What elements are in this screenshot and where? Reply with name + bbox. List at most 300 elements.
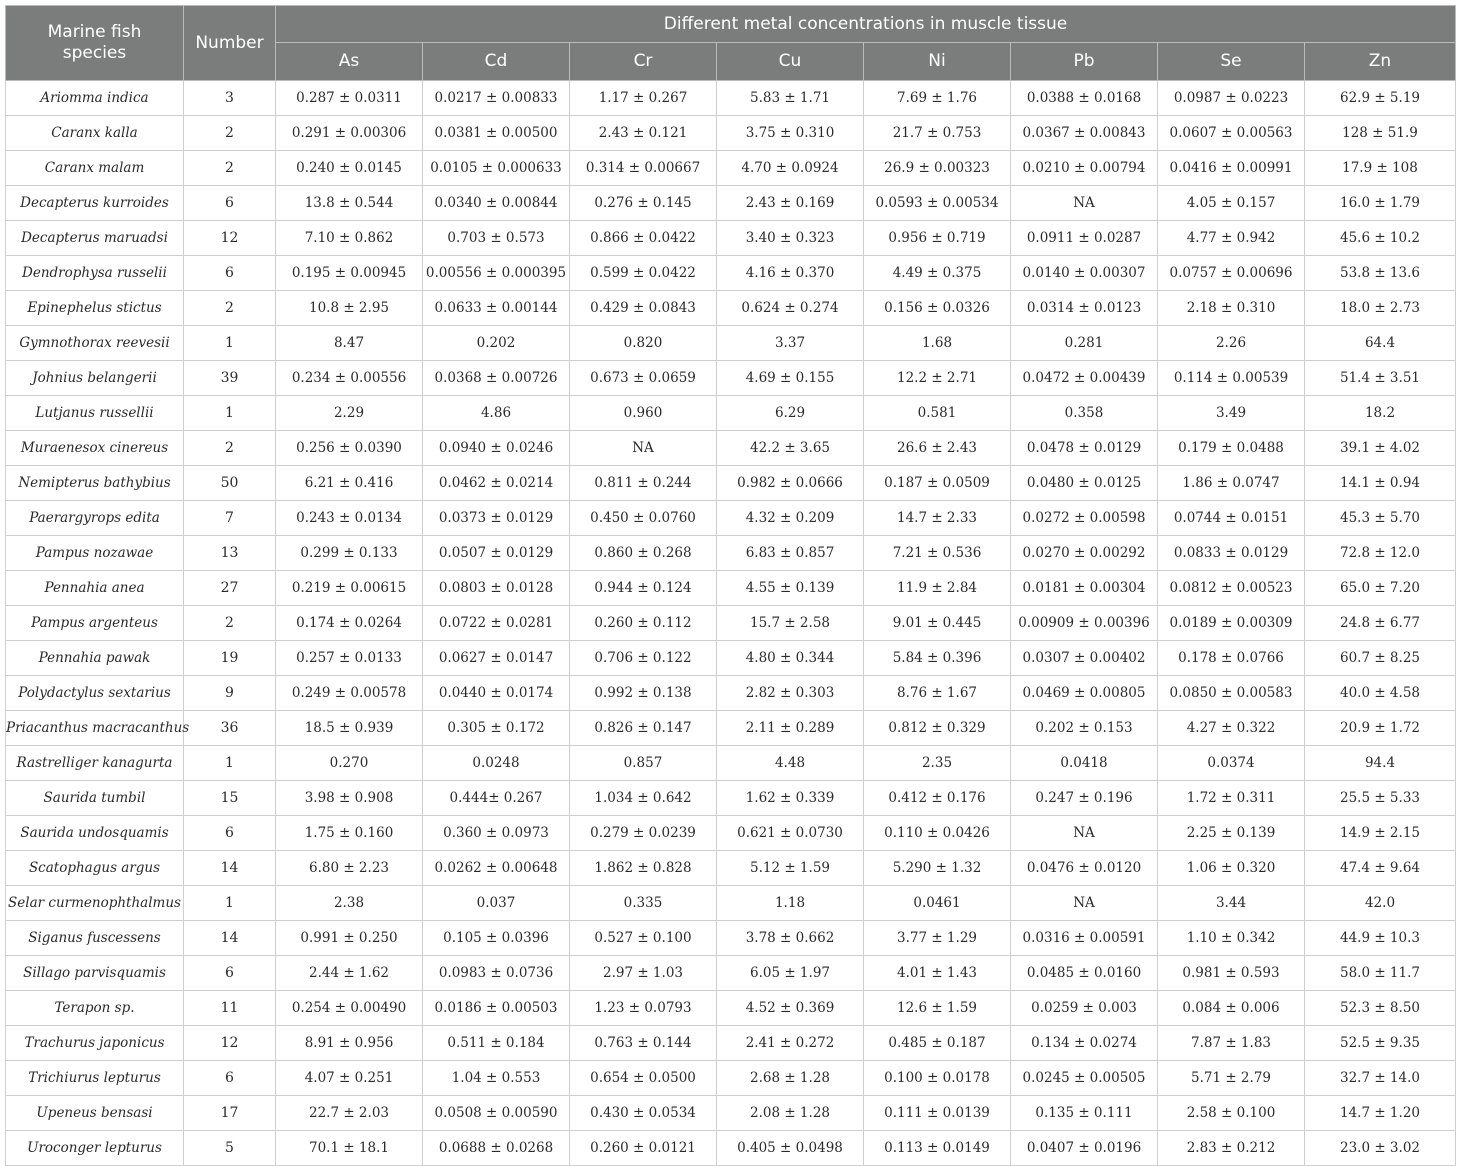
value-cell-cr: 1.17 ± 0.267: [570, 81, 717, 116]
value-cell-se: 0.0833 ± 0.0129: [1158, 536, 1305, 571]
table-row: [6, 781, 1456, 816]
value-cell-se: 0.0607 ± 0.00563: [1158, 116, 1305, 151]
value-cell-cd: 0.305 ± 0.172: [423, 711, 570, 746]
species-column-header: [6, 6, 184, 81]
value-cell-cu: 4.52 ± 0.369: [717, 991, 864, 1026]
table-row: [6, 431, 1456, 466]
number-cell: 12: [184, 1026, 276, 1061]
table-row: [6, 1096, 1456, 1131]
value-cell-ni: 4.49 ± 0.375: [864, 256, 1011, 291]
number-cell: 6: [184, 956, 276, 991]
metal-header-cd: Cd: [423, 43, 570, 81]
value-cell-se: 0.0757 ± 0.00696: [1158, 256, 1305, 291]
value-cell-zn: 25.5 ± 5.33: [1305, 781, 1456, 816]
value-cell-pb: 0.281: [1011, 326, 1158, 361]
value-cell-se: 4.77 ± 0.942: [1158, 221, 1305, 256]
value-cell-cu: 4.69 ± 0.155: [717, 361, 864, 396]
value-cell-cd: 0.0508 ± 0.00590: [423, 1096, 570, 1131]
number-cell: 1: [184, 396, 276, 431]
value-cell-ni: 4.01 ± 1.43: [864, 956, 1011, 991]
value-cell-as: 3.98 ± 0.908: [276, 781, 423, 816]
number-cell: 2: [184, 291, 276, 326]
metal-group-header: Different metal concentrations in muscle tissue: [276, 6, 1456, 43]
value-cell-as: 6.21 ± 0.416: [276, 466, 423, 501]
value-cell-ni: 0.156 ± 0.0326: [864, 291, 1011, 326]
value-cell-pb: 0.0245 ± 0.00505: [1011, 1061, 1158, 1096]
value-cell-cr: 0.866 ± 0.0422: [570, 221, 717, 256]
value-cell-se: 0.981 ± 0.593: [1158, 956, 1305, 991]
table-row: [6, 921, 1456, 956]
value-cell-pb: 0.135 ± 0.111: [1011, 1096, 1158, 1131]
value-cell-zn: 44.9 ± 10.3: [1305, 921, 1456, 956]
table-row: [6, 606, 1456, 641]
number-cell: 2: [184, 606, 276, 641]
value-cell-pb: 0.247 ± 0.196: [1011, 781, 1158, 816]
number-cell: 15: [184, 781, 276, 816]
species-cell: Trachurus japonicus: [6, 1026, 184, 1061]
species-cell: Johnius belangerii: [6, 361, 184, 396]
value-cell-zn: 20.9 ± 1.72: [1305, 711, 1456, 746]
value-cell-pb: NA: [1011, 816, 1158, 851]
value-cell-cr: 0.706 ± 0.122: [570, 641, 717, 676]
species-cell: Caranx kalla: [6, 116, 184, 151]
value-cell-cu: 4.48: [717, 746, 864, 781]
value-cell-cr: 0.314 ± 0.00667: [570, 151, 717, 186]
value-cell-cr: 0.260 ± 0.0121: [570, 1131, 717, 1166]
value-cell-as: 22.7 ± 2.03: [276, 1096, 423, 1131]
value-cell-zn: 52.5 ± 9.35: [1305, 1026, 1456, 1061]
value-cell-zn: 14.1 ± 0.94: [1305, 466, 1456, 501]
value-cell-cd: 0.0803 ± 0.0128: [423, 571, 570, 606]
species-cell: Epinephelus stictus: [6, 291, 184, 326]
value-cell-cr: 0.279 ± 0.0239: [570, 816, 717, 851]
value-cell-cd: 0.0186 ± 0.00503: [423, 991, 570, 1026]
metal-header-ni: Ni: [864, 43, 1011, 81]
species-cell: Trichiurus lepturus: [6, 1061, 184, 1096]
value-cell-se: 4.27 ± 0.322: [1158, 711, 1305, 746]
value-cell-ni: 1.68: [864, 326, 1011, 361]
value-cell-ni: 2.35: [864, 746, 1011, 781]
value-cell-pb: 0.0418: [1011, 746, 1158, 781]
value-cell-ni: 11.9 ± 2.84: [864, 571, 1011, 606]
table-row: [6, 1061, 1456, 1096]
value-cell-zn: 51.4 ± 3.51: [1305, 361, 1456, 396]
value-cell-ni: 0.956 ± 0.719: [864, 221, 1011, 256]
value-cell-as: 8.91 ± 0.956: [276, 1026, 423, 1061]
value-cell-cd: 0.0368 ± 0.00726: [423, 361, 570, 396]
value-cell-cu: 3.75 ± 0.310: [717, 116, 864, 151]
value-cell-cr: 2.97 ± 1.03: [570, 956, 717, 991]
value-cell-as: 0.257 ± 0.0133: [276, 641, 423, 676]
value-cell-as: 0.240 ± 0.0145: [276, 151, 423, 186]
value-cell-pb: 0.0478 ± 0.0129: [1011, 431, 1158, 466]
species-cell: Muraenesox cinereus: [6, 431, 184, 466]
value-cell-ni: 8.76 ± 1.67: [864, 676, 1011, 711]
table-row: [6, 116, 1456, 151]
value-cell-pb: 0.0911 ± 0.0287: [1011, 221, 1158, 256]
metal-concentration-table: [5, 5, 1456, 1166]
number-cell: 7: [184, 501, 276, 536]
value-cell-cr: 0.527 ± 0.100: [570, 921, 717, 956]
value-cell-cr: 0.673 ± 0.0659: [570, 361, 717, 396]
species-cell: Nemipterus bathybius: [6, 466, 184, 501]
species-cell: Sillago parvisquamis: [6, 956, 184, 991]
number-cell: 9: [184, 676, 276, 711]
table-header: [6, 6, 1456, 81]
value-cell-se: 0.114 ± 0.00539: [1158, 361, 1305, 396]
species-cell: Saurida tumbil: [6, 781, 184, 816]
species-cell: Gymnothorax reevesii: [6, 326, 184, 361]
value-cell-se: 0.178 ± 0.0766: [1158, 641, 1305, 676]
value-cell-pb: 0.0407 ± 0.0196: [1011, 1131, 1158, 1166]
value-cell-ni: 0.412 ± 0.176: [864, 781, 1011, 816]
value-cell-pb: 0.0270 ± 0.00292: [1011, 536, 1158, 571]
value-cell-pb: 0.0476 ± 0.0120: [1011, 851, 1158, 886]
value-cell-cr: 0.450 ± 0.0760: [570, 501, 717, 536]
value-cell-se: 3.49: [1158, 396, 1305, 431]
value-cell-cd: 0.0688 ± 0.0268: [423, 1131, 570, 1166]
value-cell-as: 6.80 ± 2.23: [276, 851, 423, 886]
table-row: [6, 711, 1456, 746]
metal-header-cr: Cr: [570, 43, 717, 81]
value-cell-pb: 0.134 ± 0.0274: [1011, 1026, 1158, 1061]
value-cell-cu: 4.70 ± 0.0924: [717, 151, 864, 186]
value-cell-cd: 0.105 ± 0.0396: [423, 921, 570, 956]
value-cell-cd: 0.00556 ± 0.000395: [423, 256, 570, 291]
value-cell-as: 18.5 ± 0.939: [276, 711, 423, 746]
value-cell-zn: 17.9 ± 108: [1305, 151, 1456, 186]
table-row: [6, 186, 1456, 221]
value-cell-se: 0.179 ± 0.0488: [1158, 431, 1305, 466]
number-cell: 1: [184, 326, 276, 361]
value-cell-zn: 23.0 ± 3.02: [1305, 1131, 1456, 1166]
value-cell-cr: 0.944 ± 0.124: [570, 571, 717, 606]
value-cell-se: 5.71 ± 2.79: [1158, 1061, 1305, 1096]
table-row: [6, 81, 1456, 116]
metal-header-zn: Zn: [1305, 43, 1456, 81]
number-cell: 2: [184, 116, 276, 151]
value-cell-cr: 0.335: [570, 886, 717, 921]
value-cell-cu: 3.37: [717, 326, 864, 361]
value-cell-as: 4.07 ± 0.251: [276, 1061, 423, 1096]
value-cell-as: 0.270: [276, 746, 423, 781]
value-cell-as: 0.249 ± 0.00578: [276, 676, 423, 711]
value-cell-cu: 2.68 ± 1.28: [717, 1061, 864, 1096]
number-cell: 6: [184, 816, 276, 851]
value-cell-as: 0.299 ± 0.133: [276, 536, 423, 571]
value-cell-se: 1.72 ± 0.311: [1158, 781, 1305, 816]
value-cell-cd: 0.0633 ± 0.00144: [423, 291, 570, 326]
value-cell-cd: 0.0105 ± 0.000633: [423, 151, 570, 186]
value-cell-cd: 0.0248: [423, 746, 570, 781]
species-cell: Caranx malam: [6, 151, 184, 186]
value-cell-ni: 0.113 ± 0.0149: [864, 1131, 1011, 1166]
value-cell-cd: 0.0340 ± 0.00844: [423, 186, 570, 221]
value-cell-se: 7.87 ± 1.83: [1158, 1026, 1305, 1061]
value-cell-as: 1.75 ± 0.160: [276, 816, 423, 851]
value-cell-se: 1.10 ± 0.342: [1158, 921, 1305, 956]
value-cell-cd: 0.0217 ± 0.00833: [423, 81, 570, 116]
value-cell-cd: 4.86: [423, 396, 570, 431]
value-cell-cu: 4.32 ± 0.209: [717, 501, 864, 536]
value-cell-ni: 0.187 ± 0.0509: [864, 466, 1011, 501]
value-cell-cu: 1.18: [717, 886, 864, 921]
value-cell-ni: 0.110 ± 0.0426: [864, 816, 1011, 851]
value-cell-cr: 0.654 ± 0.0500: [570, 1061, 717, 1096]
value-cell-pb: 0.0259 ± 0.003: [1011, 991, 1158, 1026]
number-cell: 1: [184, 886, 276, 921]
value-cell-zn: 62.9 ± 5.19: [1305, 81, 1456, 116]
value-cell-cd: 0.703 ± 0.573: [423, 221, 570, 256]
value-cell-zn: 16.0 ± 1.79: [1305, 186, 1456, 221]
value-cell-cr: 0.992 ± 0.138: [570, 676, 717, 711]
table-row: [6, 151, 1456, 186]
species-cell: Rastrelliger kanagurta: [6, 746, 184, 781]
value-cell-zn: 60.7 ± 8.25: [1305, 641, 1456, 676]
value-cell-se: 0.0374: [1158, 746, 1305, 781]
value-cell-cu: 0.624 ± 0.274: [717, 291, 864, 326]
table-row: [6, 991, 1456, 1026]
value-cell-cu: 3.78 ± 0.662: [717, 921, 864, 956]
value-cell-cu: 5.12 ± 1.59: [717, 851, 864, 886]
value-cell-zn: 128 ± 51.9: [1305, 116, 1456, 151]
number-cell: 11: [184, 991, 276, 1026]
value-cell-zn: 32.7 ± 14.0: [1305, 1061, 1456, 1096]
value-cell-se: 2.58 ± 0.100: [1158, 1096, 1305, 1131]
value-cell-zn: 52.3 ± 8.50: [1305, 991, 1456, 1026]
value-cell-se: 0.0189 ± 0.00309: [1158, 606, 1305, 641]
value-cell-as: 0.254 ± 0.00490: [276, 991, 423, 1026]
value-cell-cu: 2.41 ± 0.272: [717, 1026, 864, 1061]
value-cell-se: 2.18 ± 0.310: [1158, 291, 1305, 326]
value-cell-se: 2.25 ± 0.139: [1158, 816, 1305, 851]
value-cell-cr: NA: [570, 431, 717, 466]
value-cell-cr: 0.857: [570, 746, 717, 781]
value-cell-cu: 15.7 ± 2.58: [717, 606, 864, 641]
table-row: [6, 676, 1456, 711]
value-cell-ni: 5.290 ± 1.32: [864, 851, 1011, 886]
value-cell-as: 0.291 ± 0.00306: [276, 116, 423, 151]
value-cell-pb: NA: [1011, 186, 1158, 221]
value-cell-as: 70.1 ± 18.1: [276, 1131, 423, 1166]
value-cell-cu: 2.82 ± 0.303: [717, 676, 864, 711]
value-cell-ni: 0.581: [864, 396, 1011, 431]
value-cell-pb: 0.0316 ± 0.00591: [1011, 921, 1158, 956]
value-cell-cd: 0.0381 ± 0.00500: [423, 116, 570, 151]
value-cell-as: 0.256 ± 0.0390: [276, 431, 423, 466]
value-cell-pb: 0.0307 ± 0.00402: [1011, 641, 1158, 676]
value-cell-ni: 5.84 ± 0.396: [864, 641, 1011, 676]
value-cell-cu: 5.83 ± 1.71: [717, 81, 864, 116]
value-cell-cu: 4.16 ± 0.370: [717, 256, 864, 291]
table-row: [6, 746, 1456, 781]
number-cell: 12: [184, 221, 276, 256]
number-cell: 50: [184, 466, 276, 501]
value-cell-cd: 0.360 ± 0.0973: [423, 816, 570, 851]
value-cell-cd: 0.0262 ± 0.00648: [423, 851, 570, 886]
value-cell-cu: 6.05 ± 1.97: [717, 956, 864, 991]
value-cell-cd: 0.0507 ± 0.0129: [423, 536, 570, 571]
value-cell-cu: 2.43 ± 0.169: [717, 186, 864, 221]
table-row: [6, 886, 1456, 921]
value-cell-zn: 72.8 ± 12.0: [1305, 536, 1456, 571]
number-cell: 39: [184, 361, 276, 396]
value-cell-ni: 0.812 ± 0.329: [864, 711, 1011, 746]
value-cell-as: 2.38: [276, 886, 423, 921]
metal-header-pb: Pb: [1011, 43, 1158, 81]
number-cell: 14: [184, 921, 276, 956]
metal-header-cu: Cu: [717, 43, 864, 81]
species-cell: Selar curmenophthalmus: [6, 886, 184, 921]
number-cell: 6: [184, 186, 276, 221]
value-cell-cr: 1.862 ± 0.828: [570, 851, 717, 886]
value-cell-ni: 7.69 ± 1.76: [864, 81, 1011, 116]
value-cell-cr: 1.23 ± 0.0793: [570, 991, 717, 1026]
species-cell: Upeneus bensasi: [6, 1096, 184, 1131]
value-cell-se: 4.05 ± 0.157: [1158, 186, 1305, 221]
value-cell-cd: 0.444± 0.267: [423, 781, 570, 816]
value-cell-cu: 2.11 ± 0.289: [717, 711, 864, 746]
table-row: [6, 256, 1456, 291]
species-cell: Ariomma indica: [6, 81, 184, 116]
value-cell-zn: 24.8 ± 6.77: [1305, 606, 1456, 641]
value-cell-zn: 47.4 ± 9.64: [1305, 851, 1456, 886]
value-cell-zn: 94.4: [1305, 746, 1456, 781]
value-cell-ni: 14.7 ± 2.33: [864, 501, 1011, 536]
species-cell: Decapterus maruadsi: [6, 221, 184, 256]
value-cell-se: 0.0744 ± 0.0151: [1158, 501, 1305, 536]
value-cell-cr: 0.826 ± 0.147: [570, 711, 717, 746]
table-row: [6, 956, 1456, 991]
species-cell: Decapterus kurroides: [6, 186, 184, 221]
number-cell: 3: [184, 81, 276, 116]
value-cell-se: 0.0850 ± 0.00583: [1158, 676, 1305, 711]
table-row: [6, 501, 1456, 536]
value-cell-cr: 1.034 ± 0.642: [570, 781, 717, 816]
value-cell-ni: 12.2 ± 2.71: [864, 361, 1011, 396]
value-cell-as: 0.195 ± 0.00945: [276, 256, 423, 291]
number-cell: 1: [184, 746, 276, 781]
value-cell-zn: 18.0 ± 2.73: [1305, 291, 1456, 326]
value-cell-cd: 1.04 ± 0.553: [423, 1061, 570, 1096]
value-cell-as: 0.991 ± 0.250: [276, 921, 423, 956]
species-cell: Paerargyrops edita: [6, 501, 184, 536]
value-cell-pb: 0.0367 ± 0.00843: [1011, 116, 1158, 151]
value-cell-pb: 0.0272 ± 0.00598: [1011, 501, 1158, 536]
value-cell-pb: 0.0181 ± 0.00304: [1011, 571, 1158, 606]
value-cell-cr: 0.430 ± 0.0534: [570, 1096, 717, 1131]
value-cell-zn: 64.4: [1305, 326, 1456, 361]
value-cell-se: 3.44: [1158, 886, 1305, 921]
value-cell-zn: 65.0 ± 7.20: [1305, 571, 1456, 606]
value-cell-se: 1.86 ± 0.0747: [1158, 466, 1305, 501]
value-cell-se: 1.06 ± 0.320: [1158, 851, 1305, 886]
value-cell-cd: 0.0940 ± 0.0246: [423, 431, 570, 466]
value-cell-ni: 21.7 ± 0.753: [864, 116, 1011, 151]
value-cell-cr: 2.43 ± 0.121: [570, 116, 717, 151]
value-cell-cd: 0.037: [423, 886, 570, 921]
species-cell: Pennahia pawak: [6, 641, 184, 676]
value-cell-cr: 0.429 ± 0.0843: [570, 291, 717, 326]
number-cell: 5: [184, 1131, 276, 1166]
value-cell-as: 10.8 ± 2.95: [276, 291, 423, 326]
value-cell-cu: 3.40 ± 0.323: [717, 221, 864, 256]
number-cell: 36: [184, 711, 276, 746]
value-cell-cd: 0.0627 ± 0.0147: [423, 641, 570, 676]
value-cell-cu: 1.62 ± 0.339: [717, 781, 864, 816]
value-cell-se: 0.0416 ± 0.00991: [1158, 151, 1305, 186]
species-cell: Dendrophysa russelii: [6, 256, 184, 291]
value-cell-cr: 0.276 ± 0.145: [570, 186, 717, 221]
value-cell-cd: 0.0440 ± 0.0174: [423, 676, 570, 711]
number-cell: 27: [184, 571, 276, 606]
value-cell-ni: 0.0593 ± 0.00534: [864, 186, 1011, 221]
value-cell-zn: 14.9 ± 2.15: [1305, 816, 1456, 851]
number-cell: 2: [184, 431, 276, 466]
value-cell-cd: 0.0722 ± 0.0281: [423, 606, 570, 641]
value-cell-ni: 9.01 ± 0.445: [864, 606, 1011, 641]
value-cell-ni: 0.485 ± 0.187: [864, 1026, 1011, 1061]
value-cell-ni: 0.0461: [864, 886, 1011, 921]
value-cell-pb: 0.0140 ± 0.00307: [1011, 256, 1158, 291]
value-cell-cu: 0.621 ± 0.0730: [717, 816, 864, 851]
value-cell-pb: 0.00909 ± 0.00396: [1011, 606, 1158, 641]
value-cell-cu: 0.405 ± 0.0498: [717, 1131, 864, 1166]
value-cell-pb: 0.0210 ± 0.00794: [1011, 151, 1158, 186]
species-header-label: Marine fish species: [47, 22, 142, 63]
metal-header-se: Se: [1158, 43, 1305, 81]
species-cell: Uroconger lepturus: [6, 1131, 184, 1166]
value-cell-se: 2.83 ± 0.212: [1158, 1131, 1305, 1166]
species-cell: Terapon sp.: [6, 991, 184, 1026]
value-cell-zn: 53.8 ± 13.6: [1305, 256, 1456, 291]
value-cell-ni: 26.6 ± 2.43: [864, 431, 1011, 466]
value-cell-cr: 0.599 ± 0.0422: [570, 256, 717, 291]
value-cell-zn: 58.0 ± 11.7: [1305, 956, 1456, 991]
value-cell-cr: 0.860 ± 0.268: [570, 536, 717, 571]
table-row: [6, 221, 1456, 256]
table-row: [6, 396, 1456, 431]
value-cell-ni: 3.77 ± 1.29: [864, 921, 1011, 956]
value-cell-pb: NA: [1011, 886, 1158, 921]
number-cell: 13: [184, 536, 276, 571]
value-cell-cu: 2.08 ± 1.28: [717, 1096, 864, 1131]
value-cell-as: 2.44 ± 1.62: [276, 956, 423, 991]
value-cell-cu: 0.982 ± 0.0666: [717, 466, 864, 501]
species-cell: Pampus nozawae: [6, 536, 184, 571]
value-cell-ni: 0.111 ± 0.0139: [864, 1096, 1011, 1131]
value-cell-as: 0.287 ± 0.0311: [276, 81, 423, 116]
value-cell-cd: 0.0462 ± 0.0214: [423, 466, 570, 501]
value-cell-se: 0.0987 ± 0.0223: [1158, 81, 1305, 116]
value-cell-zn: 45.6 ± 10.2: [1305, 221, 1456, 256]
value-cell-pb: 0.0388 ± 0.0168: [1011, 81, 1158, 116]
table-row: [6, 361, 1456, 396]
value-cell-zn: 40.0 ± 4.58: [1305, 676, 1456, 711]
value-cell-cr: 0.260 ± 0.112: [570, 606, 717, 641]
value-cell-cu: 6.83 ± 0.857: [717, 536, 864, 571]
table-row: [6, 291, 1456, 326]
value-cell-as: 13.8 ± 0.544: [276, 186, 423, 221]
value-cell-as: 0.219 ± 0.00615: [276, 571, 423, 606]
value-cell-cu: 6.29: [717, 396, 864, 431]
number-cell: 6: [184, 1061, 276, 1096]
value-cell-ni: 12.6 ± 1.59: [864, 991, 1011, 1026]
value-cell-cr: 0.811 ± 0.244: [570, 466, 717, 501]
value-cell-ni: 26.9 ± 0.00323: [864, 151, 1011, 186]
table-body: [6, 81, 1456, 1166]
table-row: [6, 326, 1456, 361]
